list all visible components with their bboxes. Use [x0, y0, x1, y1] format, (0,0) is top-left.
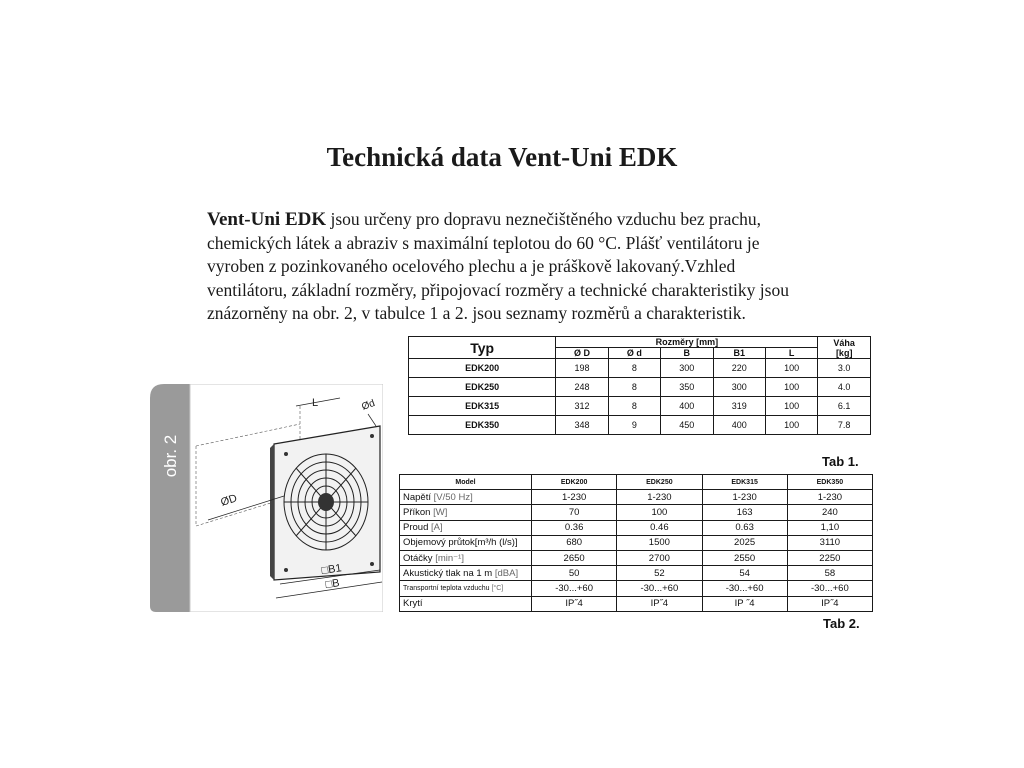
tab2-row-label — [400, 535, 532, 550]
tab2-header-cell: EDK200 — [532, 475, 617, 490]
tab1-weight: 7.8 — [818, 416, 871, 435]
tab1-row-name: EDK250 — [409, 378, 556, 397]
table-row — [400, 596, 873, 611]
dim-B-label: □B — [324, 577, 341, 591]
tab1-cell: 220 — [713, 359, 765, 378]
tab1-cell: 400 — [713, 416, 765, 435]
table-row — [400, 520, 873, 535]
tab2-row-label — [400, 550, 532, 565]
tab1-caption: Tab 1. — [822, 454, 859, 469]
tab1-weight: 4.0 — [818, 378, 871, 397]
tab1-cell: 248 — [556, 378, 608, 397]
tab2-label-unit: [V/50 Hz] — [431, 491, 473, 503]
dim-B1-label: □B1 — [320, 562, 343, 577]
tab2-label-text: Akustický tlak na 1 m — [403, 567, 493, 579]
tab1-col: Ø D — [556, 348, 608, 359]
tab2-row-label — [400, 520, 532, 535]
tab2-cell: 680 — [532, 535, 617, 550]
tab2-row-label — [400, 581, 532, 596]
tab2-header-row — [400, 475, 873, 490]
tab2-cell: 1,10 — [787, 520, 872, 535]
table-row — [409, 359, 871, 378]
tab1-row-name: EDK350 — [409, 416, 556, 435]
tab1-cell: 400 — [661, 397, 713, 416]
tab2-row-label — [400, 566, 532, 581]
tab2-label-unit: [W] — [430, 506, 448, 518]
tab2-header-cell: EDK315 — [702, 475, 787, 490]
table-row — [400, 535, 873, 550]
tab2-cell: 1-230 — [702, 490, 787, 505]
tab2-cell: 0.46 — [617, 520, 702, 535]
tab2-cell: 2025 — [702, 535, 787, 550]
tab2-cell: 50 — [532, 566, 617, 581]
tab2-cell: 58 — [787, 566, 872, 581]
tab2-cell: 1-230 — [787, 490, 872, 505]
table-row — [409, 378, 871, 397]
tab2-cell: 1-230 — [617, 490, 702, 505]
tab2-label-unit: [°C] — [489, 584, 504, 592]
tab1-cell: 8 — [608, 359, 660, 378]
tab2-row-label — [400, 596, 532, 611]
tab2-cell: IP˝4 — [787, 596, 872, 611]
tab2-label-text: Napětí — [403, 491, 431, 503]
characteristics-table — [399, 474, 873, 612]
tab1-cell: 300 — [713, 378, 765, 397]
tab1-cell: 8 — [608, 378, 660, 397]
tab2-label-unit: [dBA] — [492, 567, 519, 579]
tab2-cell: 52 — [617, 566, 702, 581]
tab2-cell: 0.63 — [702, 520, 787, 535]
tab1-cell: 450 — [661, 416, 713, 435]
tab1-weight: 3.0 — [818, 359, 871, 378]
tab2-label-text: Proud — [403, 522, 429, 534]
tab2-cell: 1500 — [617, 535, 702, 550]
tab1-cell: 319 — [713, 397, 765, 416]
tab2-label-unit: [min⁻¹] — [432, 552, 464, 564]
intro-paragraph — [207, 208, 807, 326]
tab2-cell: IP ˝4 — [702, 596, 787, 611]
tab2-label-text: Objemový průtok[m³/h (l/s)] — [403, 537, 518, 549]
tab2-cell: 54 — [702, 566, 787, 581]
table-row — [400, 566, 873, 581]
tab2-row-label — [400, 490, 532, 505]
tab1-cell: 300 — [661, 359, 713, 378]
tab2-cell: 2550 — [702, 550, 787, 565]
tab2-cell: 1-230 — [532, 490, 617, 505]
tab1-group-header: Rozměry [mm] — [556, 337, 818, 348]
tab2-label-text: Krytí — [403, 598, 423, 610]
tab2-header-cell: Model — [400, 475, 532, 490]
tab1-cell: 100 — [765, 378, 817, 397]
tab1-cell: 312 — [556, 397, 608, 416]
tab2-caption: Tab 2. — [823, 616, 860, 631]
dim-L-label: L — [312, 397, 319, 409]
tab1-weight-header: Váha [kg] — [818, 337, 871, 359]
tab2-label-text: Příkon — [403, 506, 431, 518]
tab2-cell: 163 — [702, 505, 787, 520]
tab1-weight: 6.1 — [818, 397, 871, 416]
table-row — [409, 397, 871, 416]
tab2-cell: 70 — [532, 505, 617, 520]
fan-drawing — [150, 384, 383, 612]
figure-label: obr. 2 — [161, 434, 180, 478]
tab2-cell: IP˝4 — [617, 596, 702, 611]
tab2-cell: -30...+60 — [532, 581, 617, 596]
tab2-cell: 0.36 — [532, 520, 617, 535]
tab1-typ-header: Typ — [409, 337, 556, 359]
tab1-cell: 198 — [556, 359, 608, 378]
tab2-header-cell: EDK350 — [787, 475, 872, 490]
intro-product-name: Vent-Uni EDK — [207, 209, 327, 230]
tab2-cell: 100 — [617, 505, 702, 520]
tab2-cell: IP˝4 — [532, 596, 617, 611]
tab1-col: Ø d — [608, 348, 660, 359]
tab1-cell: 8 — [608, 397, 660, 416]
tab2-row-label — [400, 505, 532, 520]
tab2-cell: -30...+60 — [617, 581, 702, 596]
dim-d-label: Ød — [360, 397, 377, 413]
tab2-label-text: Otáčky — [403, 552, 433, 564]
tab2-label-text: Transportní teplota vzduchu — [403, 584, 490, 592]
tab2-label-unit: [A] — [428, 522, 443, 534]
tab2-cell: 3110 — [787, 535, 872, 550]
tab1-col: B1 — [713, 348, 765, 359]
tab2-cell: 2250 — [787, 550, 872, 565]
tab1-col: L — [765, 348, 817, 359]
tab1-row-name: EDK315 — [409, 397, 556, 416]
tab2-cell: 2700 — [617, 550, 702, 565]
table-row — [400, 550, 873, 565]
dimensions-table — [408, 336, 871, 435]
table-row — [400, 505, 873, 520]
tab1-cell: 100 — [765, 416, 817, 435]
tab1-col: B — [661, 348, 713, 359]
tab2-cell: -30...+60 — [787, 581, 872, 596]
tab1-row-name: EDK200 — [409, 359, 556, 378]
tab1-cell: 350 — [661, 378, 713, 397]
tab2-header-cell: EDK250 — [617, 475, 702, 490]
table-row — [400, 581, 873, 596]
tab2-cell: -30...+60 — [702, 581, 787, 596]
table-row — [400, 490, 873, 505]
fan-drawing-figure — [150, 384, 383, 612]
tab1-cell: 9 — [608, 416, 660, 435]
dim-D-label: ØD — [219, 492, 239, 509]
tab2-cell: 240 — [787, 505, 872, 520]
table-row — [409, 416, 871, 435]
page-title: Technická data Vent-Uni EDK — [326, 142, 678, 172]
tab1-cell: 348 — [556, 416, 608, 435]
figure-label-tab — [150, 384, 190, 612]
tab1-cell: 100 — [765, 359, 817, 378]
tab1-header-row — [409, 337, 871, 348]
intro-text: jsou určeny pro dopravu neznečištěného vzduchu bez prachu, chemických látek a abraziv s maximální teplotou do 60 °C. Plášť ventilátoru je vyroben z pozinkovaného ocelového plechu a je práškově lakovaný.Vzhled ventilátoru, základní rozměry, připojovací rozměry a technické charakteristiky jsou znázorněny na obr. 2, v tabulce 1 a 2. jsou seznamy rozměrů a charakteristik. — [207, 209, 789, 323]
tab2-cell: 2650 — [532, 550, 617, 565]
tab1-cell: 100 — [765, 397, 817, 416]
